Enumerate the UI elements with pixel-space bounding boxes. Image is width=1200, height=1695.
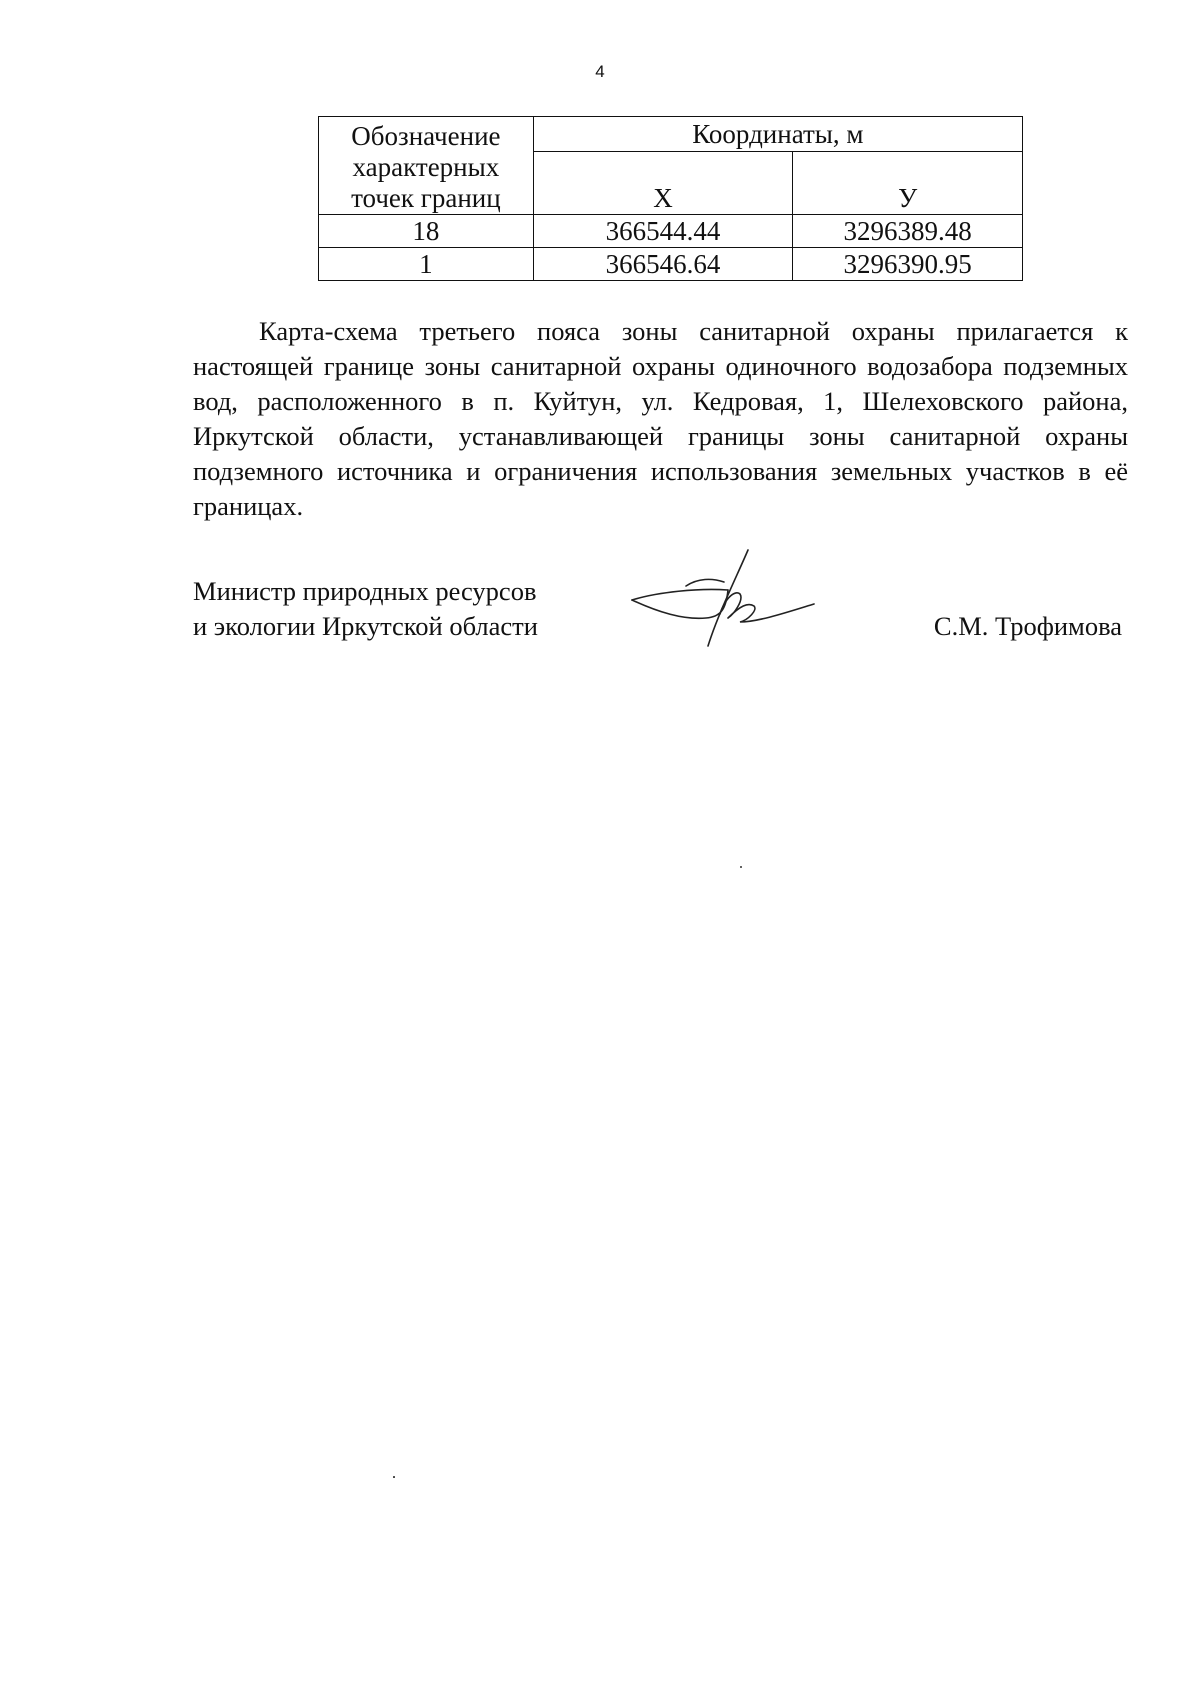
scan-speck [740,866,742,868]
cell-y: 3296389.48 [793,215,1023,248]
table-row [319,215,1023,248]
body-paragraph [193,314,1128,524]
signatory-title-line1: Министр природных ресурсов [193,576,537,606]
cell-x: 366546.64 [533,248,793,281]
signatory-title [193,574,538,644]
signatory-title-line2: и экологии Иркутской области [193,611,538,641]
scan-speck [393,1476,395,1478]
table-row [319,248,1023,281]
cell-point: 18 [319,215,534,248]
coordinates-table [318,116,1023,281]
cell-x: 366544.44 [533,215,793,248]
cell-point: 1 [319,248,534,281]
page-number: 4 [595,62,605,81]
header-designation-line1: Обозначение [351,121,501,151]
header-y: У [793,152,1023,215]
signatory-name: С.М. Трофимова [933,611,1122,641]
handwritten-signature [628,548,818,648]
body-paragraph-text: Карта-схема третьего пояса зоны санитарной охраны прилагается к настоящей границе зоны санитарной охраны одиночного водозабора подземных вод, расположенного в п. Куйтун, ул. Кедровая, 1, Шелеховского района, Иркутской области, устанавливающей границы зоны санитарной охраны подземного источника и ограничения использования земельных участков в её границах. [193,316,1128,521]
header-x: Х [533,152,793,215]
header-designation-line3: точек границ [351,183,501,214]
cell-y: 3296390.95 [793,248,1023,281]
header-coordinates: Координаты, м [533,117,1022,152]
header-designation-line2: характерных [352,152,500,183]
header-designation [319,117,534,215]
